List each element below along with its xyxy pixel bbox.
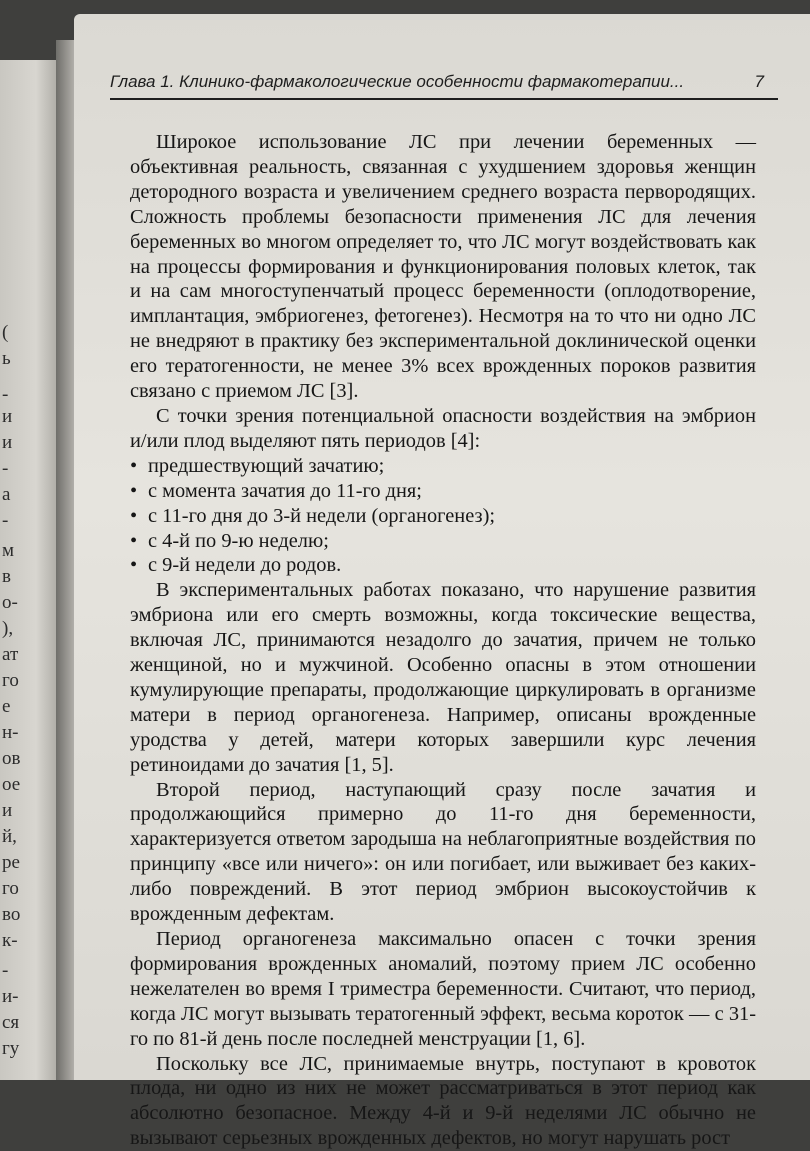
facing-page-strip <box>0 60 60 1080</box>
paragraph: Поскольку все ЛС, принимаемые внутрь, поступают в кровоток плода, ни одно из них не может рассматриваться в этот период как абсолютно безопасное. Между 4-й и 9-й неделями ЛС обычно не вызывают серьезных врожденных дефектов, но могут нарушать рост <box>130 1052 756 1150</box>
chapter-title: Глава 1. Клинико-фармакологические особенности фармакотерапии... <box>110 72 685 91</box>
bullet-icon: • <box>130 454 138 477</box>
paragraph: Широкое использование ЛС при лечении беременных — объективная реальность, связанная с ухудшением здоровья женщин детородного возраста и увеличением среднего возраста первородящих. Сложность проблемы безопасности применения ЛС для лечения беременных во многом определяет то, что ЛС могут воздействовать как на процессы формирования и функционирования половых клеток, так и на сам многоступенчатый процесс беременности (оплодотворение, имплантация, эмбриогенез, фетогенез). Несмотря на то что ни одно ЛС не внедряют в практику без экспериментальной доклинической оценки его тератогенности, не менее 3% всех врожденных пороков развития связано с приемом ЛС [3]. <box>130 131 756 403</box>
facing-page-fragment: й, <box>2 826 17 847</box>
paragraph: Второй период, наступающий сразу после зачатия и продолжающийся примерно до 11-го дня беременности, характеризуется ответом зародыша на неблагоприятные воздействия по принципу «все или ничего»: он или погибает, или выживает без каких-либо повреждений. В этот период эмбрион высокоустойчив к врожденным дефектам. <box>130 778 756 926</box>
paragraph: С точки зрения потенциальной опасности воздействия на эмбрион и/или плод выделяют пять периодов [4]: <box>130 404 756 452</box>
facing-page-fragment: ое <box>2 774 21 795</box>
running-header <box>110 72 778 100</box>
facing-page-fragment: го <box>2 878 19 899</box>
facing-page-fragment: и <box>2 800 13 821</box>
facing-page-fragment: о- <box>2 592 18 613</box>
list-item <box>130 529 756 554</box>
list-item <box>130 479 756 504</box>
facing-page-fragment: и <box>2 432 13 453</box>
facing-page-fragment: во <box>2 904 21 925</box>
body-text <box>130 130 756 1151</box>
period-list <box>130 454 756 579</box>
list-item <box>130 454 756 479</box>
facing-page-fragment: м <box>2 540 15 561</box>
facing-page-fragment: к- <box>2 930 18 951</box>
list-item-text: с 4-й по 9-ю неделю; <box>148 529 329 552</box>
facing-page-fragment: и <box>2 406 13 427</box>
list-item <box>130 504 756 529</box>
list-item <box>130 553 756 578</box>
facing-page-fragment: - <box>2 458 9 479</box>
book-page <box>74 14 810 1150</box>
page-number: 7 <box>754 72 764 91</box>
facing-page-fragment: н- <box>2 722 19 743</box>
list-item-text: предшествующий зачатию; <box>148 454 385 477</box>
facing-page-fragment: ( <box>2 322 9 343</box>
facing-page-fragment: ре <box>2 852 20 873</box>
facing-page-fragment: - <box>2 384 9 405</box>
paragraph: Период органогенеза максимально опасен с точки зрения формирования врожденных аномалий, поэтому прием ЛС особенно нежелателен во время I триместра беременности. Считают, что период, когда ЛС могут вызывать тератогенный эффект, весьма короток — с 31-го по 81-й день после последней менструации [1, 6]. <box>130 928 756 1050</box>
facing-page-fragment: - <box>2 510 9 531</box>
facing-page-fragment: ат <box>2 644 19 665</box>
facing-page-fragment: в <box>2 566 11 587</box>
list-item-text: с 9-й недели до родов. <box>148 554 342 577</box>
list-item-text: с 11-го дня до 3-й недели (органогенез); <box>148 504 496 527</box>
facing-page-fragment: ), <box>2 618 14 639</box>
bullet-icon: • <box>130 554 138 577</box>
list-item-text: с момента зачатия до 11-го дня; <box>148 479 422 502</box>
facing-page-fragment: гу <box>2 1038 20 1059</box>
bullet-icon: • <box>130 504 138 527</box>
facing-page-fragment: е <box>2 696 11 717</box>
facing-page-fragment: ся <box>2 1012 20 1033</box>
bullet-icon: • <box>130 479 138 502</box>
facing-page-fragment: ь <box>2 348 11 369</box>
facing-page-fragment: и- <box>2 986 19 1007</box>
facing-page-fragment: а <box>2 484 11 505</box>
bullet-icon: • <box>130 529 138 552</box>
paragraph: В экспериментальных работах показано, что нарушение развития эмбриона или его смерть возможны, когда токсические вещества, включая ЛС, принимаются незадолго до зачатия, причем не только женщиной, но и мужчиной. Особенно опасны в этом отношении кумулирующие препараты, продолжающие циркулировать в организме матери в период органогенеза. Например, описаны врожденные уродства у детей, матери которых завершили курс лечения ретиноидами до зачатия [1, 5]. <box>130 579 756 776</box>
facing-page-fragment: го <box>2 670 19 691</box>
facing-page-fragment: ов <box>2 748 21 769</box>
facing-page-fragment: - <box>2 960 9 981</box>
